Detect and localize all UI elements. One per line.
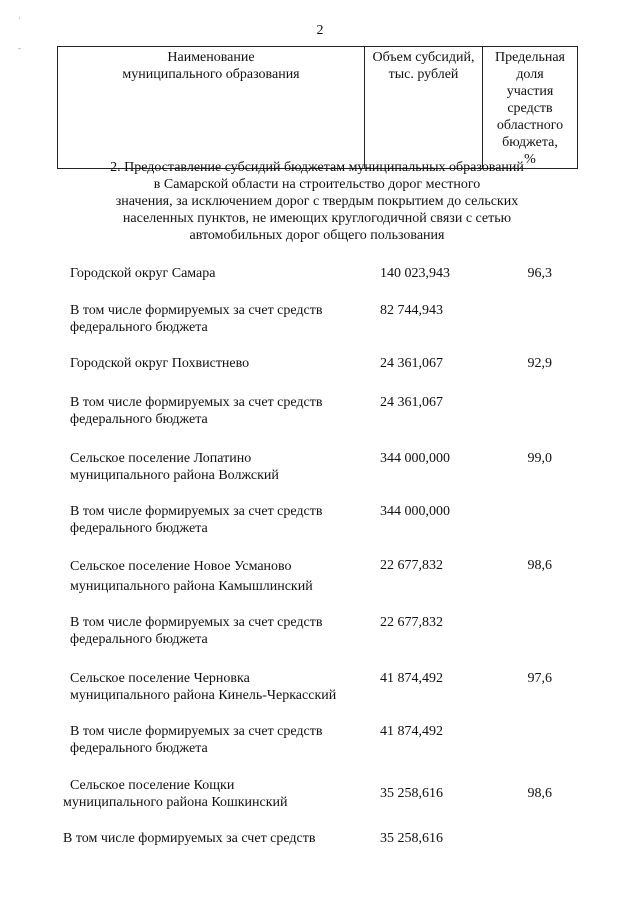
row-name: [70, 302, 370, 336]
row-volume: 35 258,616: [380, 786, 443, 801]
row-name: [70, 355, 370, 372]
header-name-cell: [58, 47, 365, 169]
row-name-line: В том числе формируемых за счет средств: [70, 395, 323, 410]
row-share: 97,6: [527, 671, 552, 686]
row-name: [70, 394, 370, 428]
row-name-line: муниципального района Кинель-Черкасский: [70, 688, 337, 703]
header-volume-line: Объем субсидий,: [372, 50, 475, 65]
row-name-line: муниципального района Волжский: [70, 468, 279, 483]
row-name: [70, 450, 370, 484]
row-volume: 24 361,067: [380, 395, 443, 410]
header-share-line: областного: [496, 118, 564, 133]
section-title: [57, 159, 577, 244]
header-share-cell: [483, 47, 578, 169]
row-name-line: В том числе формируемых за счет средств: [70, 303, 323, 318]
row-share: 99,0: [527, 451, 552, 466]
row-name-line: Городской округ Самара: [70, 266, 216, 281]
row-name-line: В том числе формируемых за счет средств: [70, 615, 323, 630]
row-name: [70, 557, 370, 597]
margin-mark: ·: [18, 13, 21, 23]
row-volume: 344 000,000: [380, 451, 450, 466]
header-share-line: %: [524, 152, 536, 167]
row-share: 98,6: [527, 786, 552, 801]
row-name-line: федерального бюджета: [70, 741, 208, 756]
row-name-line: федерального бюджета: [70, 632, 208, 647]
row-name-line: Сельское поселение Черновка: [70, 671, 250, 686]
section-title-line: 2. Предоставление субсидий бюджетам муниципальных образований: [110, 160, 524, 175]
row-share: 98,6: [527, 558, 552, 573]
row-name-line: Сельское поселение Новое Усманово: [70, 559, 292, 574]
header-share-line: Предельная: [495, 50, 565, 65]
section-title-line: значения, за исключением дорог с твердым покрытием до сельских: [115, 194, 519, 209]
row-name: [63, 777, 373, 811]
row-volume: 41 874,492: [380, 724, 443, 739]
header-volume-line: тыс. рублей: [388, 67, 459, 82]
row-name-line: В том числе формируемых за счет средств: [63, 831, 316, 846]
row-name-line: Сельское поселение Лопатино: [70, 451, 252, 466]
row-name: [70, 503, 370, 537]
row-volume: 22 677,832: [380, 558, 443, 573]
header-volume-cell: [365, 47, 483, 169]
row-name-line: федерального бюджета: [70, 521, 208, 536]
row-volume: 22 677,832: [380, 615, 443, 630]
row-volume: 35 258,616: [380, 831, 443, 846]
header-share-line: доля: [516, 67, 544, 82]
row-name: [63, 830, 373, 847]
row-name-line: муниципального района Кошкинский: [63, 795, 288, 810]
margin-mark: -: [18, 43, 21, 53]
row-name-line: федерального бюджета: [70, 412, 208, 427]
row-share: 92,9: [527, 356, 552, 371]
header-share-line: бюджета,: [502, 135, 558, 150]
row-name-line: Сельское поселение Кощки: [70, 778, 235, 793]
row-share: 96,3: [527, 266, 552, 281]
row-name-line: Городской округ Похвистнево: [70, 356, 250, 371]
row-name-line: муниципального района Камышлинский: [70, 579, 313, 594]
row-name-line: федерального бюджета: [70, 320, 208, 335]
row-volume: 82 744,943: [380, 303, 443, 318]
row-name: [70, 614, 370, 648]
row-name: [70, 265, 370, 282]
row-volume: 140 023,943: [380, 266, 450, 281]
row-volume: 344 000,000: [380, 504, 450, 519]
header-name-line: муниципального образования: [122, 67, 300, 82]
row-name: [70, 723, 370, 757]
row-name-line: В том числе формируемых за счет средств: [70, 504, 323, 519]
row-volume: 41 874,492: [380, 671, 443, 686]
row-name-line: В том числе формируемых за счет средств: [70, 724, 323, 739]
header-share-line: участия средств: [506, 84, 554, 116]
header-table: [57, 46, 578, 169]
section-title-line: населенных пунктов, не имеющих круглогодичной связи с сетью: [122, 211, 512, 226]
header-name-line: Наименование: [167, 50, 255, 65]
row-name: [70, 670, 370, 704]
section-title-line: в Самарской области на строительство дорог местного: [153, 177, 481, 192]
page-number: 2: [316, 23, 324, 38]
row-volume: 24 361,067: [380, 356, 443, 371]
section-title-line: автомобильных дорог общего пользования: [189, 228, 445, 243]
